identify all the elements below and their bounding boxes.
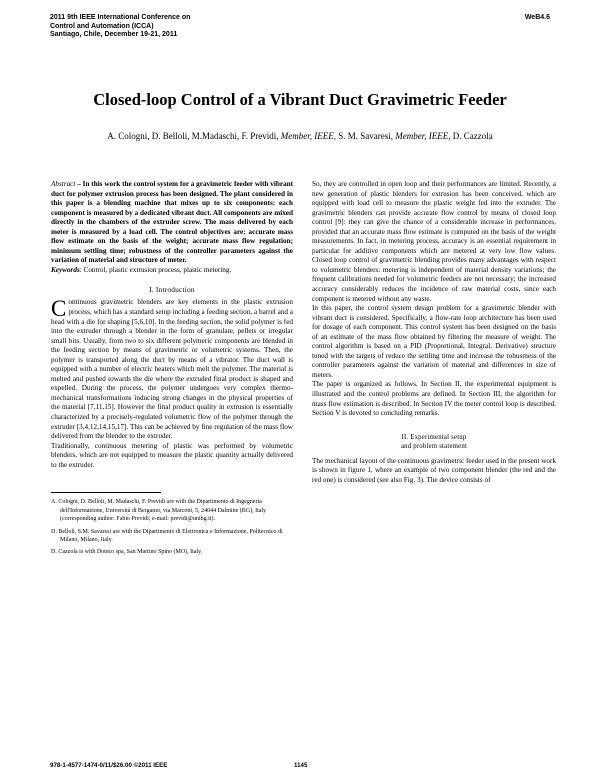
member-label-2: Member, IEEE <box>395 131 449 141</box>
right-paragraph-2: In this paper, the control system design problem for a gravimetric blender with vibrant duct is considered. Specifically, a flow-rate loop architecture has been used for dosage of each component. This control system has been designed on the basis of an estimate of the mass flow obtained by filtering the measure of weight. The control algorithm is based on a PID (Proportional, Integral, Derivative) structure tuned with the targets of reduce the settling time and increase the robustness of the controller parameters against the variation of material and differences in size of meters. <box>312 304 556 379</box>
conference-line-1: 2011 9th IEEE International Conference on <box>50 14 191 21</box>
drop-cap: C <box>51 296 67 322</box>
abstract-label: Abstract <box>51 180 76 188</box>
conference-line-3: Santiago, Chile, December 19-21, 2011 <box>50 31 178 38</box>
right-paragraph-3: The paper is organized as follows. In Section II, the experimental equipment is illustrated and the control problems are defined. In Section III, the algorithm for mass flow estimation is described. In Section IV the meter control loop is described. Section V is devoted to concluding remarks. <box>312 380 556 418</box>
intro-paragraph-2: Traditionally, continuous metering of plastic was performed by volumetric blenders, which are not equipped to measure the plastic quantity actually delivered to the extruder. <box>51 441 293 469</box>
conference-line-2: Control and Automation (ICCA) <box>50 22 154 30</box>
footnote-3: D. Cazzola is with Doteco spa, San Martino Spino (MO), Italy. <box>51 549 203 556</box>
authors-part-2: , S. M. Savaresi, <box>333 131 396 141</box>
footnote-divider <box>51 492 161 493</box>
session-code: WeB4.6 <box>524 14 550 21</box>
keywords <box>51 266 293 276</box>
conference-header <box>50 14 190 40</box>
isbn-line: 978-1-4577-1474-0/11/$26.00 ©2011 IEEE <box>50 762 168 769</box>
section-1-heading: I. Introduction <box>149 285 195 295</box>
abstract <box>51 180 293 266</box>
keywords-label: Keywords <box>51 265 80 274</box>
left-column <box>51 180 293 561</box>
member-label-1: Member, IEEE <box>280 131 334 141</box>
intro-paragraph-1 <box>51 298 293 441</box>
right-paragraph-4: The mechanical layout of the continuous gravimetric feeder used in the present work is shown in figure 1, where an example of two component blender (the red and the red one) is considered (see also Fig. 3). The device consists of <box>312 456 556 484</box>
section-2-heading <box>312 433 556 451</box>
intro-paragraph-1-text: ontinuous gravimetric blenders are key elements in the plastic extrusion process, which has a standard setup including a feeding section, a barrel and a head with a die for shaping [5,6,10]. In the feeding section, the solid polymer is fed into the extruder through a blender in the form of granulate, pellets or irregular small bits. Usually, from two to six different polymeric components are blended in the feeding section by means of gravimetric or volumetric systems. Then, the polymer is transported along the duct by means of a vibrator. The duct wall is equipped with a number of electric heaters which melt the polymer. The material is melted and pushed towards the die where the extruded final product is shaped and expelled. During the process, the polymer undergoes very complex thermo-mechanical transformations inducing strong changes in the physical properties of the material [7,11,15]. However the final product quality in extrusion is essentially characterized by a precisely-regulated volumetric flow of the polymer through the extruder [3,4,12,14,15,17]. This can be achieved by fine regulation of the mass flow delivered from the blender to the extruder. <box>51 298 293 441</box>
paper-title: Closed-loop Control of a Vibrant Duct Gravimetric Feeder <box>93 90 507 109</box>
keywords-text: : Control, plastic extrusion process, plastic metering. <box>79 265 232 274</box>
section-2-heading-line-1: II. Experimental setup <box>401 433 467 441</box>
authors-part-3: , D. Cazzola <box>448 131 493 141</box>
section-2-heading-line-2: and problem statement <box>400 442 468 450</box>
authors-part-1: A. Cologni, D. Belloli, M.Madaschi, F. Previdi, <box>107 131 281 141</box>
footnote-1: A. Cologni, D. Belloli, M. Madaschi, F. Previdi are with the Dipartimento di Ingegneria dell'Informazione, Università di Bergamo, via Marconi, 5, 24044 Dalmine (BG), Italy (corresponding author: Fabio Previdi; e-mail: previdi@unibg.it). <box>51 499 267 523</box>
footnote-2: D. Belloli, S.M. Savaresi are with the Dipartimento di Elettronica e Informazione, Politecnico di Milano, Milano, Italy. <box>51 528 283 543</box>
right-column <box>312 180 556 485</box>
abstract-dash: – <box>75 180 83 188</box>
author-list <box>0 130 600 142</box>
right-paragraph-1: So, they are controlled in open loop and their performances are limited. Recently, a new generation of plastic blenders for extrusion has been conceived, which are equipped with load cell to measure the plastic weight fed into the extruder. The gravimetric blenders can provide accurate flow control by means of closed loop control [9]: they can give the chance of a considerable increase in performances, provided that an accurate mass flow estimate is computed on the basis of the weight measurements. In fact, in metering process, accuracy is an essential requirement in particular for additive components which are metered at very low flow values. Closed loop control of gravimetric blending provides many advantages with respect to volumetric blenders: metering is independent of material density variations; the frequent calibrations needed for volumetric feeders are not necessary; the increased accuracy considerably reduces the incidence of raw material costs, since each component is metered without any waste. <box>312 180 556 303</box>
abstract-text: In this work the control system for a gravimetric feeder with vibrant duct for polymer extrusion process has been designed. The plant considered in this paper is a blending machine that mixes up to six components: each component is measured by a dedicated vibrant duct. All components are mixed directly in the chambers of the extruder screw. The mass delivered by each meter is measured by a load cell. The control objectives are: accurate mass flow estimate on the basis of the weight; accurate mass flow regulation; minimum settling time; robustness of the controller parameters against the variation of material and structure of meter. <box>51 180 294 265</box>
page-number: 1145 <box>294 762 308 769</box>
